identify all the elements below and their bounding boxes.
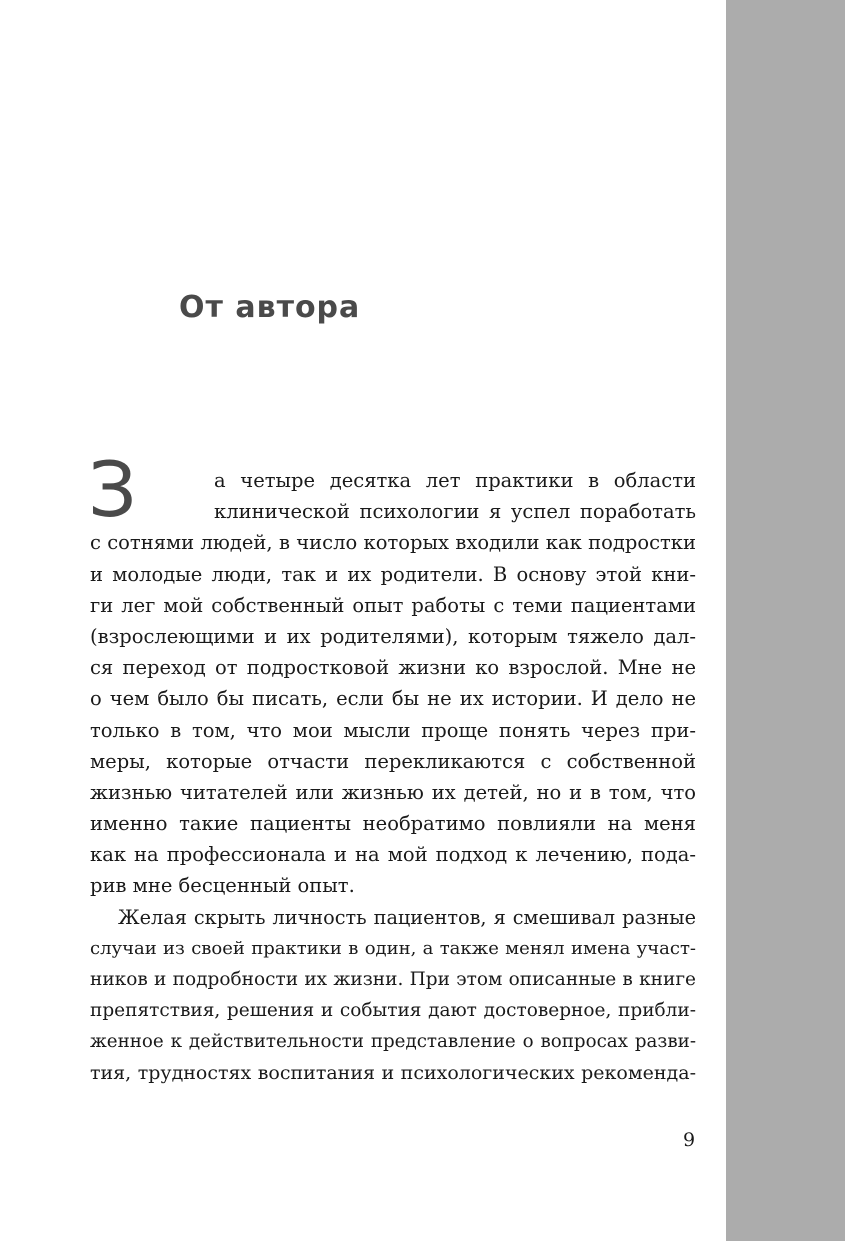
text-line: меры, которые отчасти перекликаются с собственной [90,749,696,773]
text-line: рив мне бесценный опыт. [90,874,355,898]
text-line: ников и подробности их жизни. При этом описанные в книге [90,969,696,990]
body-text [90,465,696,1089]
text-line: только в том, что мои мысли проще понять через при- [90,718,696,742]
text-line: женное к действительности представление о вопросах разви- [90,1031,696,1053]
drop-cap: З [88,445,137,534]
text-line: ги лег мой собственный опыт работы с теми пациентами [90,593,696,617]
text-line: жизнью читателей или жизнью их детей, но и в том, что [90,780,696,804]
chapter-title: От автора [179,290,361,325]
text-line: как на профессионала и на мой подход к лечению, пода- [90,843,696,867]
text-line: о чем было бы писать, если бы не их истории. И дело не [90,687,696,711]
text-line: именно такие пациенты необратимо повлияли на меня [90,812,696,836]
page-edge-bar [726,0,845,1241]
text-line: препятствия, решения и события дают достоверное, прибли- [90,1000,696,1022]
text-line: (взрослеющими и их родителями), которым тяжело дал- [90,624,696,648]
text-line: с сотнями людей, в число которых входили как подростки [90,531,696,555]
paragraph-1 [90,465,696,902]
paragraph-2 [90,902,696,1089]
text-line: тия, трудностях воспитания и психологических рекоменда- [90,1061,696,1084]
page-number: 9 [683,1129,696,1151]
text-line: ся переход от подростковой жизни ко взрослой. Мне не [90,656,696,680]
text-line: случаи из своей практики в один, а также менял имена участ- [90,937,696,959]
text-line: а четыре десятка лет практики в области [214,469,696,492]
text-line: Желая скрыть личность пациентов, я смешивал разные [118,905,696,929]
text-line: клинической психологии я успел поработать [214,500,696,524]
text-line: и молодые люди, так и их родители. В основу этой кни- [90,562,696,586]
